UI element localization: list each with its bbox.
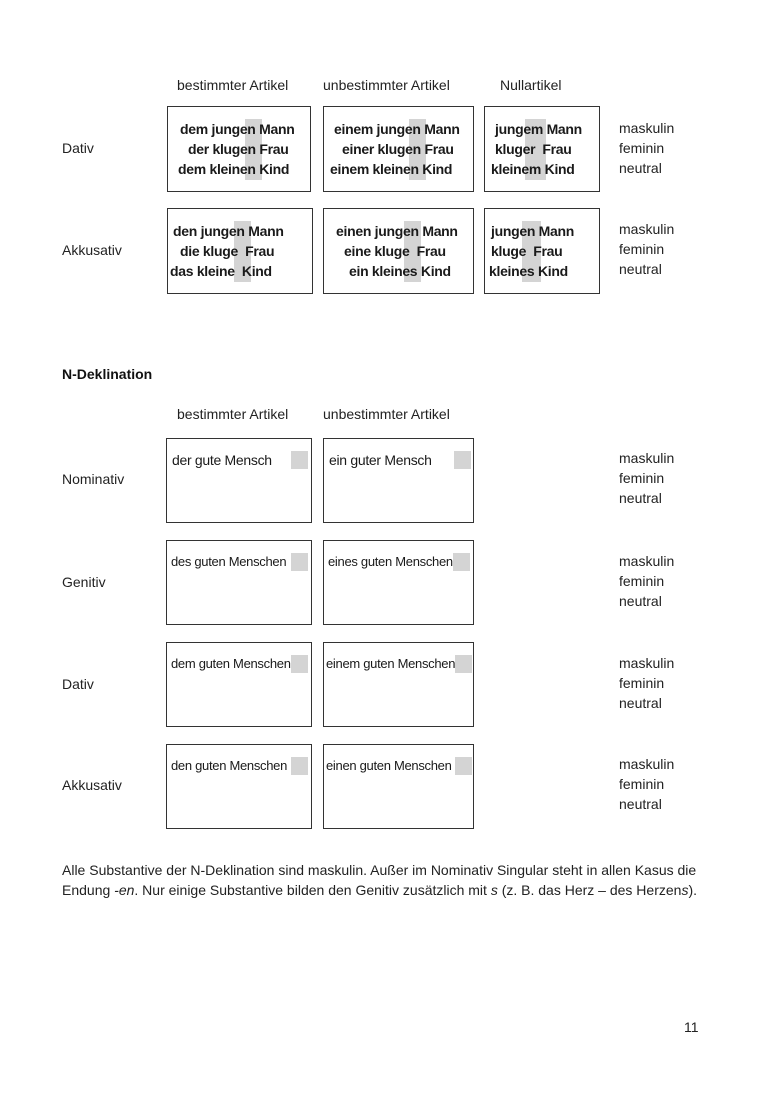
t1-case-akkusativ: Akkusativ: [62, 242, 122, 258]
t2-dat-indefinite-box: [323, 642, 474, 727]
note-text: ).: [688, 882, 698, 898]
ending-highlight: [291, 757, 308, 775]
gender-label: neutral: [619, 261, 662, 277]
phrase-line: kleinem Kind: [491, 161, 575, 177]
gender-label: maskulin: [619, 450, 675, 466]
note-emphasis: -en: [114, 882, 135, 898]
t2-nom-definite-box: [166, 438, 312, 523]
phrase-line: dem kleinen Kind: [178, 161, 290, 177]
t2-nom-indefinite-box: [323, 438, 474, 523]
t1-akk-indefinite-box: [323, 208, 474, 294]
phrase-line: einen jungen Mann: [336, 223, 458, 239]
gender-label: feminin: [619, 140, 665, 156]
gender-label: neutral: [619, 796, 662, 812]
note-text: . Nur einige Substantive bilden den Genitiv zusätzlich mit: [134, 882, 491, 898]
phrase-line: ein guter Mensch: [329, 452, 432, 468]
t2-case-genitiv: Genitiv: [62, 574, 106, 590]
ending-highlight: [455, 757, 472, 775]
t2-dat-definite-box: [166, 642, 312, 727]
t1-akk-zero-box: [484, 208, 600, 294]
ending-highlight: [291, 655, 308, 673]
phrase-line: ein kleines Kind: [349, 263, 451, 279]
phrase-line: das kleine Kind: [170, 263, 272, 279]
phrase-line: einem kleinen Kind: [330, 161, 453, 177]
phrase-line: einem jungen Mann: [334, 121, 460, 137]
gender-label: feminin: [619, 241, 665, 257]
section-title: N-Deklination: [62, 366, 153, 382]
t2-gen-genders: [619, 551, 674, 611]
phrase-line: einer klugen Frau: [342, 141, 454, 157]
t1-dativ-definite-box: [167, 106, 311, 192]
ending-highlight: [291, 553, 308, 571]
phrase-line: dem jungen Mann: [180, 121, 295, 137]
gender-label: maskulin: [619, 756, 675, 772]
page-number: 11: [684, 1019, 699, 1035]
t2-nom-genders: [619, 448, 674, 508]
t1-header-indefinite: unbestimmter Artikel: [323, 77, 450, 93]
phrase-line: den guten Menschen: [171, 758, 288, 773]
t2-header-indefinite: unbestimmter Artikel: [323, 406, 450, 422]
gender-label: feminin: [619, 776, 665, 792]
phrase-line: kleines Kind: [489, 263, 568, 279]
t1-header-zero: Nullartikel: [500, 77, 562, 93]
ending-highlight: [291, 451, 308, 469]
t2-case-nominativ: Nominativ: [62, 471, 125, 487]
phrase-line: dem guten Menschen: [171, 656, 291, 671]
note-text: Alle Substantive der N-Deklination sind maskulin. Außer im Nominativ Singular steht in allen Kasus die Endung: [62, 862, 697, 898]
gender-label: feminin: [619, 573, 665, 589]
t2-akk-definite-box: [166, 744, 312, 829]
t2-dat-genders: [619, 653, 674, 713]
t2-gen-definite-box: [166, 540, 312, 625]
gender-label: maskulin: [619, 655, 675, 671]
phrase-line: einem guten Menschen: [326, 656, 456, 671]
phrase-line: eines guten Menschen: [328, 554, 453, 569]
gender-label: neutral: [619, 490, 662, 506]
gender-label: neutral: [619, 160, 662, 176]
phrase-line: jungem Mann: [495, 121, 582, 137]
gender-label: maskulin: [619, 553, 675, 569]
phrase-line: eine kluge Frau: [344, 243, 446, 259]
phrase-line: der gute Mensch: [172, 452, 272, 468]
ending-highlight: [453, 553, 470, 571]
gender-label: maskulin: [619, 221, 675, 237]
phrase-line: kluge Frau: [491, 243, 563, 259]
t1-akk-definite-box: [167, 208, 313, 294]
t2-header-definite: bestimmter Artikel: [177, 406, 289, 422]
phrase-line: einen guten Menschen: [326, 758, 452, 773]
phrase-line: die kluge Frau: [180, 243, 275, 259]
t1-dativ-genders: [619, 118, 674, 178]
note-text: (z. B. das Herz – des Herzen: [497, 882, 682, 898]
note-emphasis: s: [490, 882, 498, 898]
gender-label: maskulin: [619, 120, 675, 136]
explanatory-note: [62, 860, 708, 900]
note-emphasis: s: [681, 882, 689, 898]
phrase-line: der klugen Frau: [188, 141, 289, 157]
phrase-line: des guten Menschen: [171, 554, 287, 569]
gender-label: neutral: [619, 695, 662, 711]
t2-case-akkusativ: Akkusativ: [62, 777, 122, 793]
t1-dativ-indefinite-box: [323, 106, 474, 192]
t1-dativ-zero-box: [484, 106, 600, 192]
t2-akk-genders: [619, 754, 674, 814]
phrase-line: jungen Mann: [491, 223, 575, 239]
t2-gen-indefinite-box: [323, 540, 474, 625]
t2-case-dativ: Dativ: [62, 676, 94, 692]
t1-header-definite: bestimmter Artikel: [177, 77, 289, 93]
ending-highlight: [454, 451, 471, 469]
gender-label: feminin: [619, 470, 665, 486]
gender-label: feminin: [619, 675, 665, 691]
phrase-line: den jungen Mann: [173, 223, 284, 239]
phrase-line: kluger Frau: [495, 141, 572, 157]
t1-case-dativ: Dativ: [62, 140, 94, 156]
gender-label: neutral: [619, 593, 662, 609]
t1-akk-genders: [619, 219, 674, 279]
t2-akk-indefinite-box: [323, 744, 474, 829]
ending-highlight: [455, 655, 472, 673]
